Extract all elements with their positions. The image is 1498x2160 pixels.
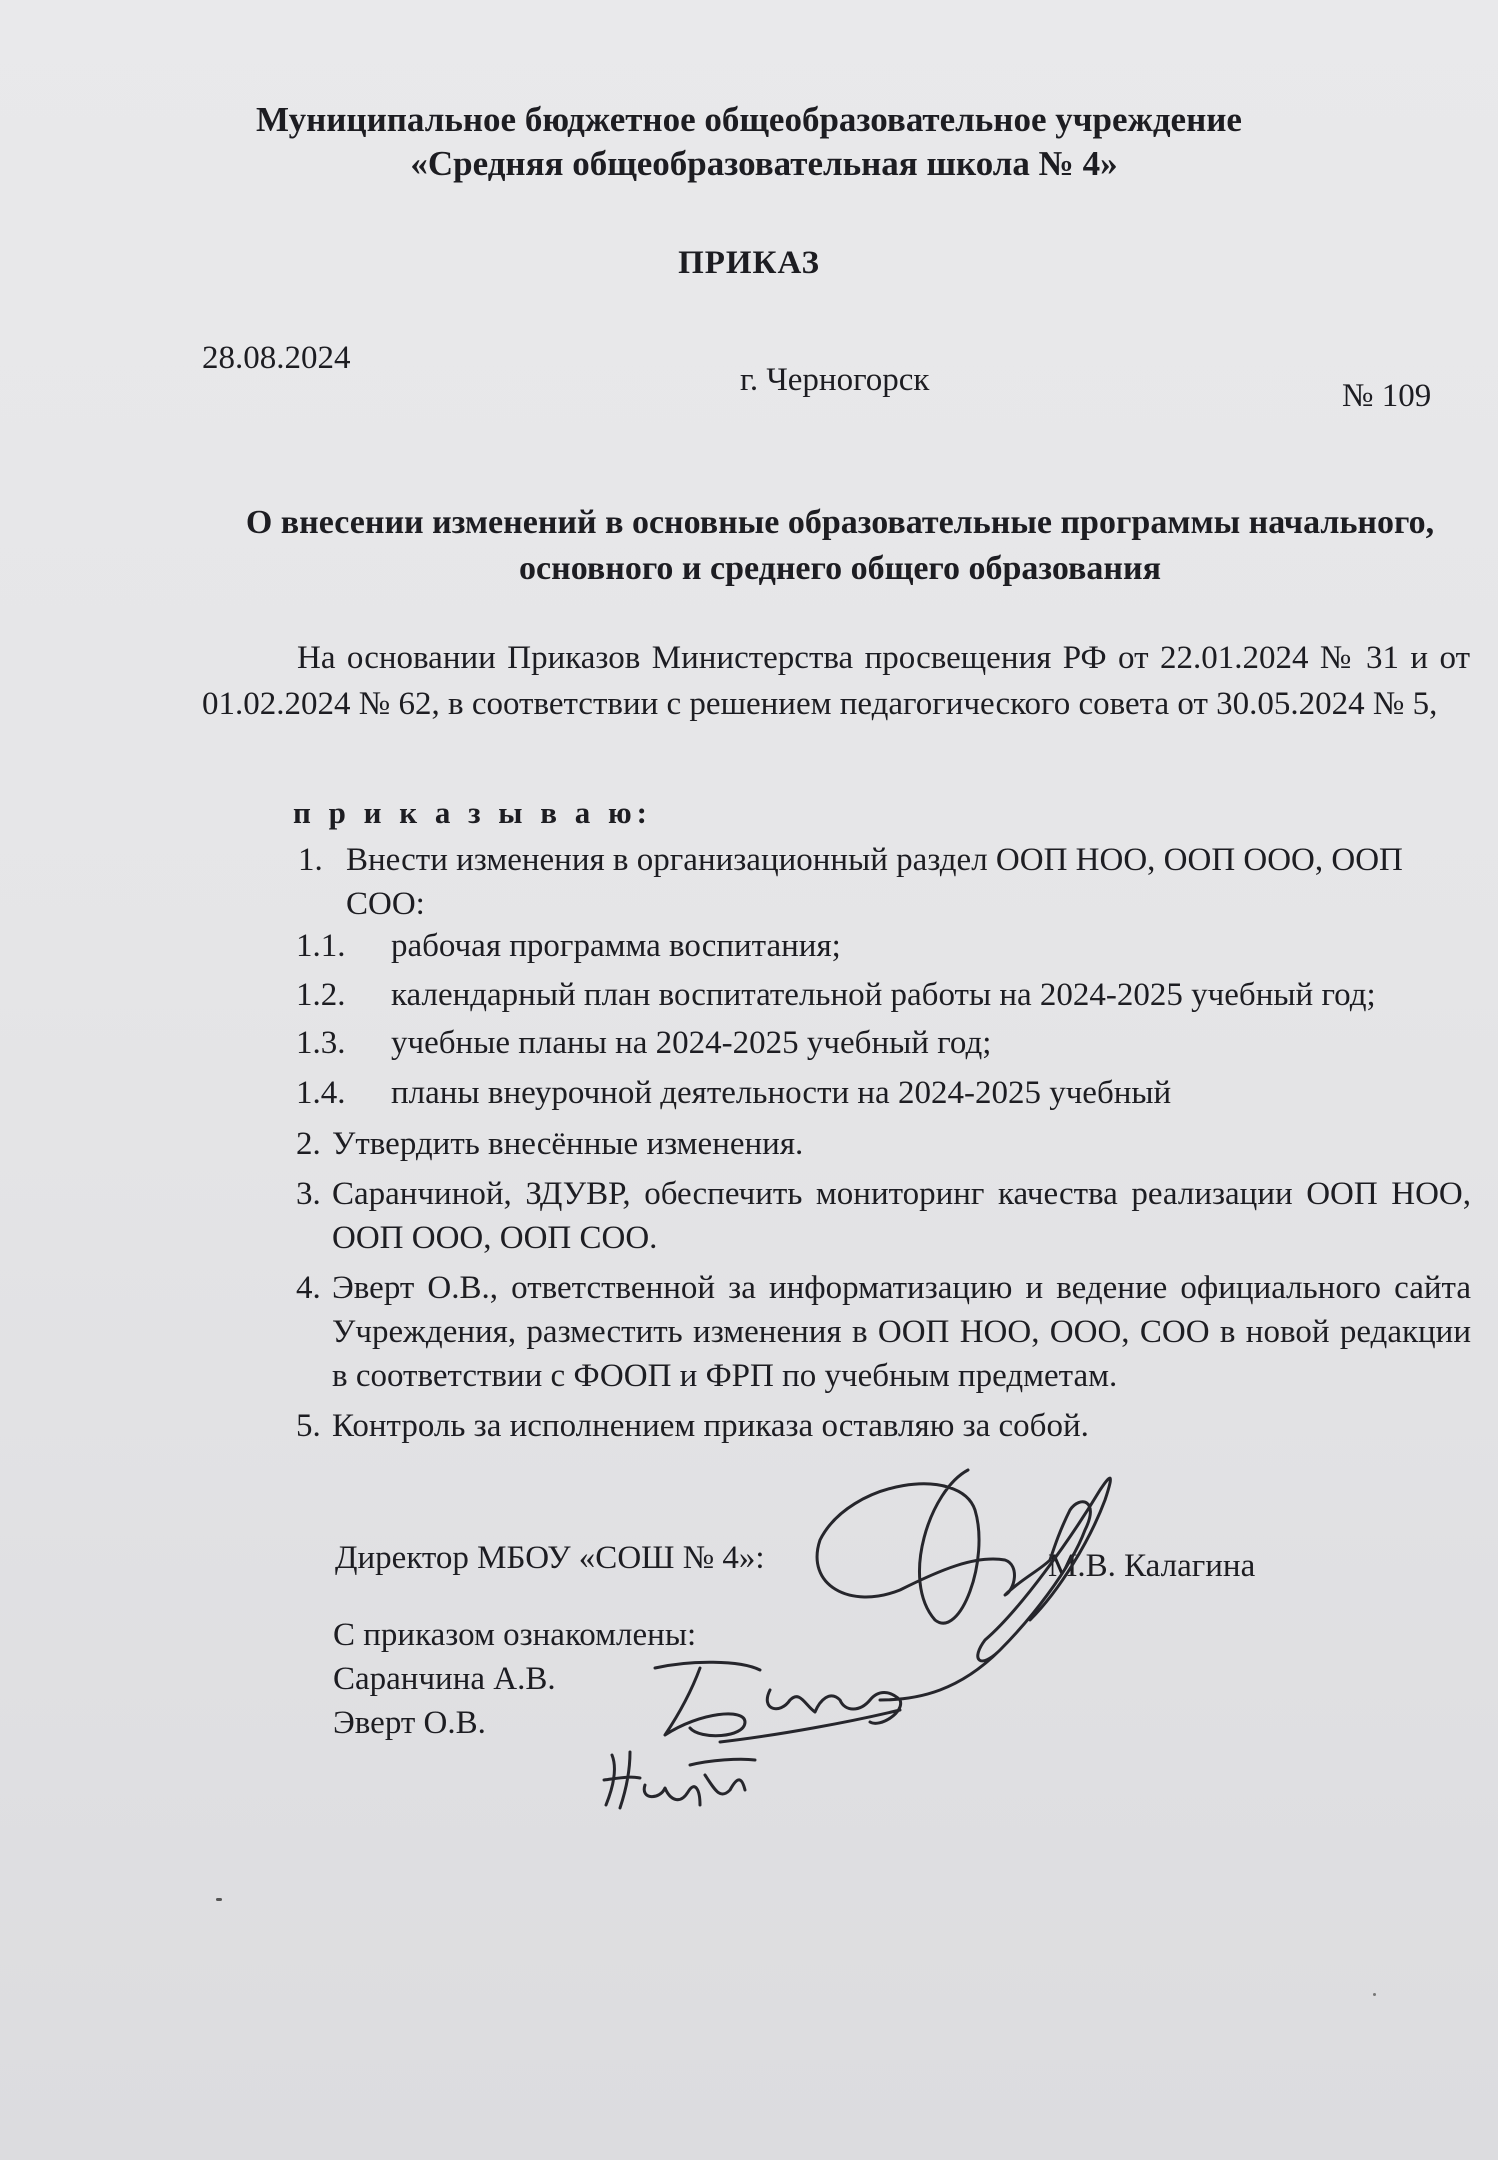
paper-speck [216,1898,222,1901]
document-city: г. Черногорск [740,362,930,398]
order-subject-line2: основного и среднего общего образования [519,550,1161,587]
order-item-number: 1. [298,842,323,878]
order-subject-line1: О внесении изменений в основные образовательные программы начального, [245,504,1435,541]
order-item-text: Саранчиной, ЗДУВР, обеспечить мониторинг качества реализации ООП НОО, ООП ООО, ООП СОО. [332,1176,1471,1256]
subitem-text: планы внеурочной деятельности на 2024-2025 учебный [391,1075,1172,1111]
director-signature [817,1470,1110,1700]
institution-name-line2: «Средняя общеобразовательная школа № 4» [410,144,1118,183]
order-item-4 [296,1266,1471,1398]
acknowledgement-label: С приказом ознакомлены: [333,1617,697,1653]
acknowledged-person-1: Саранчина А.В. [333,1661,556,1697]
familiarization-signature-2 [604,1752,755,1808]
institution-header [0,98,1498,186]
order-item-1 [298,838,1473,926]
document-date: 28.08.2024 [202,340,351,376]
director-name: М.В. Калагина [1048,1548,1256,1584]
document-number: № 109 [1342,378,1432,414]
subitem-text: календарный план воспитательной работы на 2024-2025 учебный год; [391,977,1376,1013]
paper-speck [1373,1993,1376,1996]
order-item-text: Утвердить внесённые изменения. [332,1126,804,1162]
order-item-text: Контроль за исполнением приказа оставляю за собой. [332,1408,1089,1444]
order-item-2 [296,1122,1471,1166]
order-item-number: 2. [296,1126,321,1162]
order-subject [215,500,1465,592]
order-item-number: 3. [296,1176,321,1212]
order-basis-text: На основании Приказов Министерства просвещения РФ от 22.01.2024 № 31 и от 01.02.2024 № 62, в соответствии с решением педагогического совета от 30.05.2024 № 5, [202,640,1470,722]
subitem-number: 1.1. [296,928,346,964]
subitem-text: учебные планы на 2024-2025 учебный год; [391,1025,992,1061]
subitem-number: 1.3. [296,1025,346,1061]
order-item-5 [296,1404,1471,1448]
document-type-title: ПРИКАЗ [678,245,820,281]
subitem-text: рабочая программа воспитания; [391,928,841,964]
order-basis-paragraph [202,635,1470,727]
order-item-text: Эверт О.В., ответственной за информатизацию и ведение официального сайта Учреждения, разместить изменения в ООП НОО, ООО, СОО в новой редакции в соответствии с ФООП и ФРП по учебным предметам. [332,1270,1471,1394]
subitem-number: 1.4. [296,1075,346,1111]
order-item-3 [296,1172,1471,1260]
order-items-list [296,1122,1471,1454]
institution-name-line1: Муниципальное бюджетное общеобразовательное учреждение [256,100,1242,139]
order-item-number: 5. [296,1408,321,1444]
order-item-number: 4. [296,1270,321,1306]
order-item-text: Внести изменения в организационный раздел ООП НОО, ООП ООО, ООП СОО: [346,842,1403,922]
subitem-number: 1.2. [296,977,346,1013]
order-directive-word: п р и к а з ы в а ю: [293,795,652,830]
acknowledgement-block [333,1613,696,1745]
director-position: Директор МБОУ «СОШ № 4»: [335,1540,765,1576]
acknowledged-person-2: Эверт О.В. [333,1705,486,1741]
